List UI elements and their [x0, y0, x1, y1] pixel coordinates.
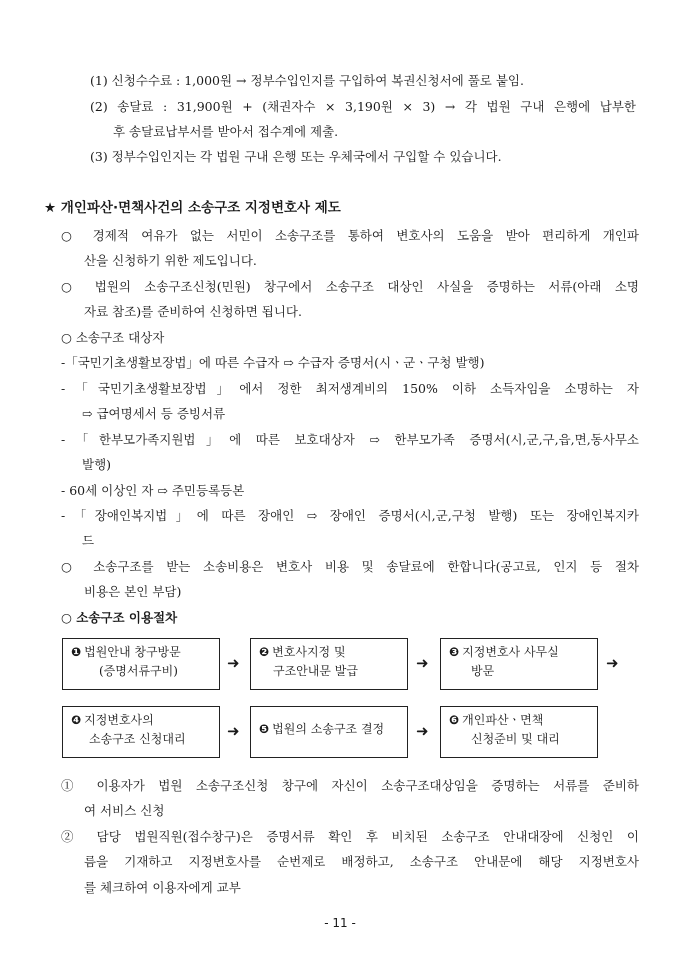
flow-step-1 [62, 638, 220, 690]
flow-step-4 [62, 706, 220, 758]
para-1a: ○ 경제적 여유가 없는 서민이 소송구조를 통하여 변호사의 도움을 받아 편리하게 개인파 [61, 228, 639, 243]
step-3-line-2: 방문 [471, 664, 495, 678]
step-text-1b: 여 서비스 신청 [84, 803, 165, 818]
step-text-2a: ② 담당 법원직원(접수창구)은 증명서류 확인 후 비치된 소송구조 안내대장에 신청인 이 [61, 829, 639, 844]
fee-line-3: (3) 정부수입인지는 각 법원 구내 은행 또는 우체국에서 구입할 수 있습니다. [90, 149, 502, 164]
para-2a: ○ 법원의 소송구조신청(민원) 창구에서 소송구조 대상인 사실을 증명하는 서류(아래 소명 [61, 279, 639, 294]
para-3: ○ 소송구조 대상자 [61, 330, 165, 345]
dash-1: -「국민기초생활보장법」에 따른 수급자 ⇨ 수급자 증명서(시ㆍ군ㆍ구청 발행) [61, 355, 485, 370]
step-4-line-1: 지정변호사의 [84, 713, 154, 727]
flow-step-2 [250, 638, 408, 690]
step-2-number: ❷ [259, 645, 270, 659]
para-2b: 자료 참조)를 준비하여 신청하면 됩니다. [84, 304, 302, 319]
step-5-line-1: 법원의 소송구조 결정 [272, 722, 385, 736]
para-4b: 비용은 본인 부담) [84, 584, 182, 599]
step-1-line-1: 법원안내 창구방문 [84, 645, 181, 659]
flow-arrow-5: ➜ [416, 722, 429, 740]
step-3-line-1: 지정변호사 사무실 [462, 645, 559, 659]
dash-5a: -「장애인복지법」에 따른 장애인 ⇨ 장애인 증명서(시,군,구청 발행) 또는 장애인복지카 [61, 508, 639, 523]
step-4-number: ❹ [71, 713, 82, 727]
step-5-number: ❺ [259, 722, 270, 736]
dash-2a: -「국민기초생활보장법」에서 정한 최저생계비의 150% 이하 소득자임을 소명하는 자 [61, 381, 639, 396]
para-1b: 산을 신청하기 위한 제도입니다. [84, 253, 257, 268]
section-heading: ★ 개인파산·면책사건의 소송구조 지정변호사 제도 [44, 200, 341, 216]
step-2-line-2: 구조안내문 발급 [273, 664, 358, 678]
flow-arrow-3: ➜ [606, 654, 619, 672]
flow-arrow-2: ➜ [416, 654, 429, 672]
step-2-line-1: 변호사지정 및 [272, 645, 346, 659]
dash-3a: -「한부모가족지원법」에 따른 보호대상자 ⇨ 한부모가족 증명서(시,군,구,읍,면,동사무소 [61, 432, 639, 447]
dash-4: - 60세 이상인 자 ⇨ 주민등록등본 [61, 483, 245, 498]
para-4a: ○ 소송구조를 받는 소송비용은 변호사 비용 및 송달료에 한합니다(공고료, 인지 등 절차 [61, 559, 639, 574]
fee-line-2a: (2) 송달료 : 31,900원 + (채권자수 × 3,190원 × 3) → 각 법원 구내 은행에 납부한 [90, 99, 636, 114]
step-text-2c: 를 체크하여 이용자에게 교부 [84, 880, 241, 895]
step-3-number: ❸ [449, 645, 460, 659]
step-4-line-2: 소송구조 신청대리 [89, 732, 186, 746]
step-6-number: ❻ [449, 713, 460, 727]
flow-step-5 [250, 706, 408, 758]
para-5: ○ 소송구조 이용절차 [61, 610, 178, 625]
flow-arrow-4: ➜ [227, 722, 240, 740]
dash-3b: 발행) [82, 457, 112, 472]
step-text-1a: ① 이용자가 법원 소송구조신청 창구에 자신이 소송구조대상임을 증명하는 서류를 준비하 [61, 778, 639, 793]
step-1-number: ❶ [71, 645, 82, 659]
flow-step-6 [440, 706, 598, 758]
step-6-line-2: 신청준비 및 대리 [471, 732, 560, 746]
fee-line-1: (1) 신청수수료 : 1,000원 → 정부수입인지를 구입하여 복권신청서에 풀로 붙임. [90, 73, 524, 88]
flow-arrow-1: ➜ [227, 654, 240, 672]
fee-line-2b: 후 송달료납부서를 받아서 접수계에 제출. [113, 124, 339, 139]
step-text-2b: 름을 기재하고 지정변호사를 순번제로 배정하고, 소송구조 안내문에 해당 지정변호사 [84, 854, 639, 869]
step-1-line-2: (증명서류구비) [99, 664, 178, 678]
page-number: - 11 - [324, 916, 356, 930]
flow-step-3 [440, 638, 598, 690]
dash-5b: 드 [82, 533, 95, 548]
step-6-line-1: 개인파산ㆍ면책 [462, 713, 544, 727]
dash-2b: ⇨ 급여명세서 등 증빙서류 [82, 406, 226, 421]
